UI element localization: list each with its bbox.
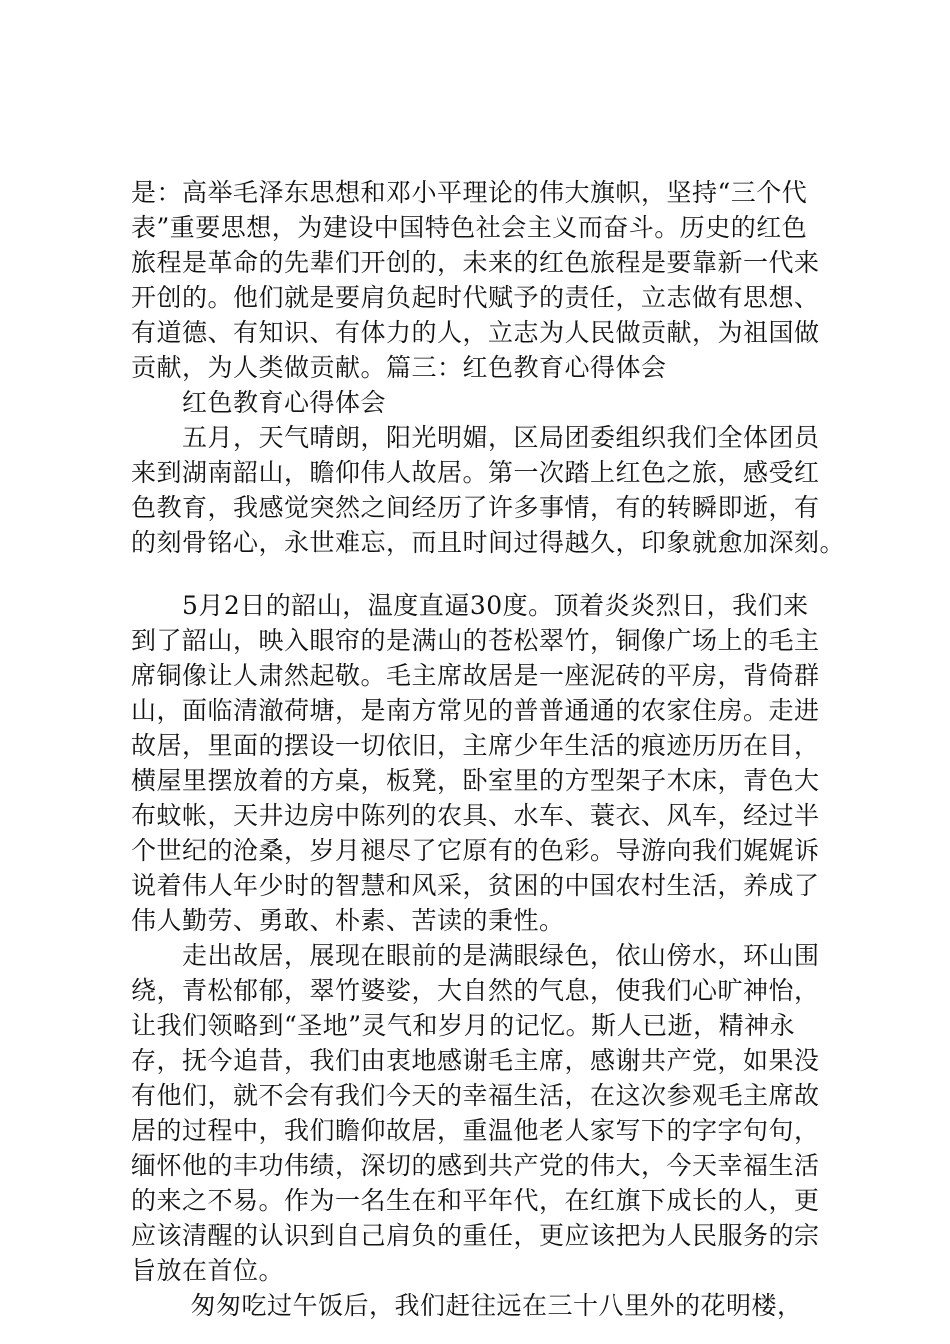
text-line: 缅怀他的丰功伟绩，深切的感到共产党的伟大，今天幸福生活 <box>131 1151 820 1180</box>
text-line: 五月，天气晴朗，阳光明媚，区局团委组织我们全体团员 <box>131 423 820 452</box>
text-line: 旅程是革命的先辈们开创的，未来的红色旅程是要靠新一代来 <box>131 248 820 277</box>
text-line: 5月2日的韶山，温度直逼30度。顶着炎炎烈日，我们来 <box>131 591 809 620</box>
text-line: 表”重要思想，为建设中国特色社会主义而奋斗。历史的红色 <box>131 213 808 242</box>
text-line: 布蚊帐，天井边房中陈列的农具、水车、蓑衣、风车，经过半 <box>131 801 820 830</box>
text-line: 个世纪的沧桑，岁月褪尽了它原有的色彩。导游向我们娓娓诉 <box>131 836 820 865</box>
text-line: 山，面临清澈荷塘，是南方常见的普普通通的农家住房。走进 <box>131 696 820 725</box>
text-line: 贡献，为人类做贡献。篇三：红色教育心得体会 <box>131 353 667 382</box>
text-line: 故居，里面的摆设一切依旧，主席少年生活的痕迹历历在目， <box>131 731 820 760</box>
text-line: 开创的。他们就是要肩负起时代赋予的责任，立志做有思想、 <box>131 283 820 312</box>
text-line: 存，抚今追昔，我们由衷地感谢毛主席，感谢共产党，如果没 <box>131 1046 820 1075</box>
text-line: 色教育，我感觉突然之间经历了许多事情，有的转瞬即逝，有 <box>131 493 820 522</box>
text-line: 居的过程中，我们瞻仰故居，重温他老人家写下的字字句句， <box>131 1116 820 1145</box>
text-line: 旨放在首位。 <box>131 1256 285 1285</box>
text-line: 的来之不易。作为一名生在和平年代，在红旗下成长的人，更 <box>131 1186 820 1215</box>
text-line: 到了韶山，映入眼帘的是满山的苍松翠竹，铜像广场上的毛主 <box>131 626 820 655</box>
text-line: 有道德、有知识、有体力的人，立志为人民做贡献，为祖国做 <box>131 318 820 347</box>
text-line: 的刻骨铭心，永世难忘，而且时间过得越久，印象就愈加深刻。 <box>131 528 846 557</box>
text-line: 让我们领略到“圣地”灵气和岁月的记忆。斯人已逝，精神永 <box>131 1011 796 1040</box>
text-line: 绕，青松郁郁，翠竹婆娑，大自然的气息，使我们心旷神怡， <box>131 976 820 1005</box>
text-line: 说着伟人年少时的智慧和风采，贫困的中国农村生活，养成了 <box>131 871 820 900</box>
text-line: 走出故居，展现在眼前的是满眼绿色，依山傍水，环山围 <box>131 941 820 970</box>
text-line: 有他们，就不会有我们今天的幸福生活，在这次参观毛主席故 <box>131 1081 820 1110</box>
text-line: 横屋里摆放着的方桌，板凳，卧室里的方型架子木床，青色大 <box>131 766 820 795</box>
text-line: 是：高举毛泽东思想和邓小平理论的伟大旗帜，坚持“三个代 <box>131 178 808 207</box>
text-line: 来到湖南韶山，瞻仰伟人故居。第一次踏上红色之旅，感受红 <box>131 458 820 487</box>
section-heading: 红色教育心得体会 <box>131 388 387 417</box>
text-line: 伟人勤劳、勇敢、朴素、苦读的秉性。 <box>131 906 565 935</box>
text-line: 席铜像让人肃然起敬。毛主席故居是一座泥砖的平房，背倚群 <box>131 661 820 690</box>
text-line: 匆匆吃过午饭后，我们赶往远在三十八里外的花明楼， <box>131 1291 803 1320</box>
text-line: 应该清醒的认识到自己肩负的重任，更应该把为人民服务的宗 <box>131 1221 820 1250</box>
